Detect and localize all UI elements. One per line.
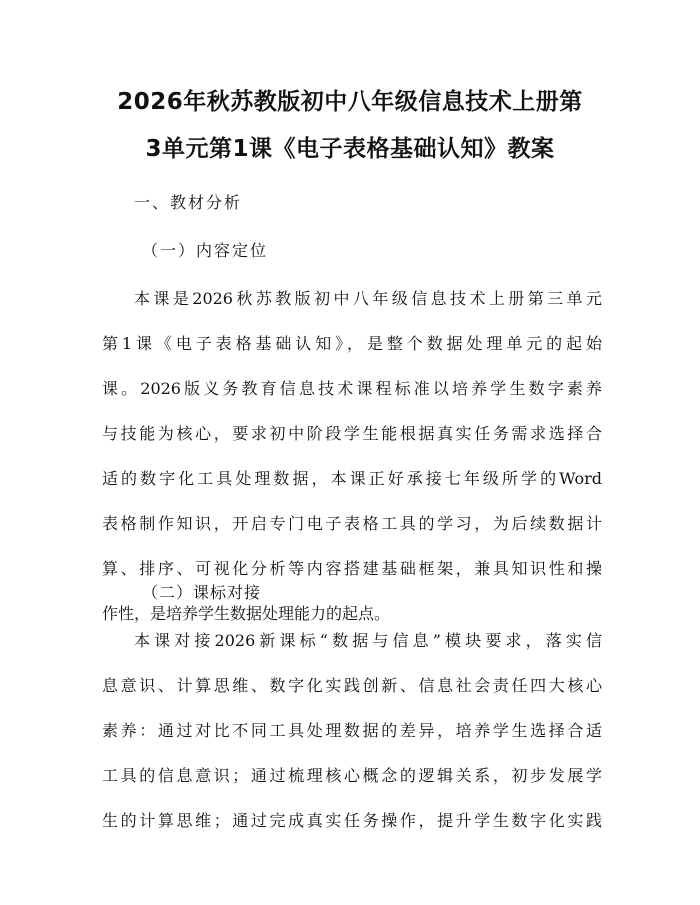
paragraph-line: 与技能为核心，要求初中阶段学生能根据真实任务需求选择合: [102, 424, 602, 443]
section-heading: 一、教材分析: [134, 193, 243, 212]
paragraph-curriculum-alignment: [102, 631, 602, 856]
paragraph-line: 工具的信息意识；通过梳理核心概念的逻辑关系，初步发展学: [102, 766, 602, 785]
paragraph-line: 息意识、计算思维、数字化实践创新、信息社会责任四大核心: [102, 676, 602, 695]
paragraph-line: 生的计算思维；通过完成真实任务操作，提升学生数字化实践: [102, 811, 602, 830]
paragraph-line: 素养：通过对比不同工具处理数据的差异，培养学生选择合适: [102, 721, 602, 740]
paragraph-line: 适的数字化工具处理数据，本课正好承接七年级所学的Word: [102, 469, 602, 488]
paragraph-line: 算、排序、可视化分析等内容搭建基础框架，兼具知识性和操: [102, 559, 602, 578]
paragraph-line: 本课是2026秋苏教版初中八年级信息技术上册第三单元: [134, 289, 602, 308]
subsection-heading-curriculum-alignment: （二）课标对接: [142, 583, 262, 602]
paragraph-line: 第1课《电子表格基础认知》，是整个数据处理单元的起始: [102, 334, 602, 353]
title-line-2: 3单元第1课《电子表格基础认知》教案: [145, 136, 555, 162]
subsection-heading-content-positioning: （一）内容定位: [142, 241, 269, 260]
paragraph-line: 表格制作知识，开启专门电子表格工具的学习，为后续数据计: [102, 514, 602, 533]
title-line-1: 2026年秋苏教版初中八年级信息技术上册第: [117, 89, 583, 115]
paragraph-line: 本课对接2026新课标“数据与信息”模块要求，落实信: [134, 631, 602, 650]
paragraph-line: 作性，是培养学生数据处理能力的起点。: [102, 604, 391, 623]
paragraph-line: 课。2026版义务教育信息技术课程标准以培养学生数字素养: [102, 379, 602, 398]
